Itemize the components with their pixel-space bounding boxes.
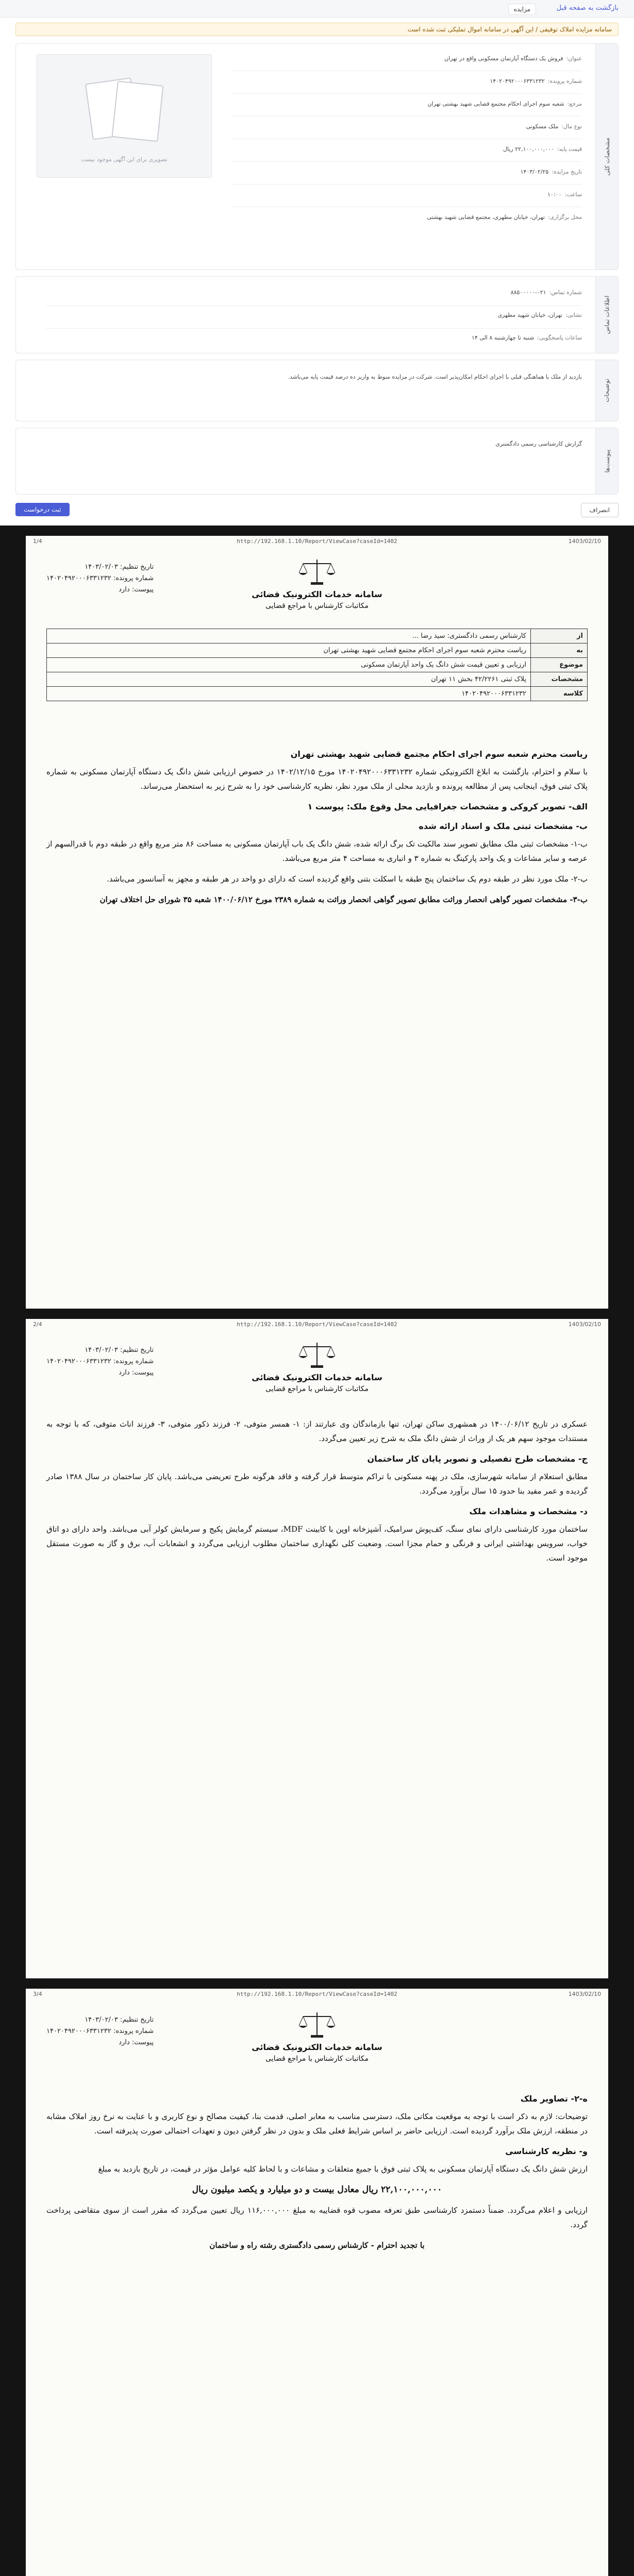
field-case-number: شماره پرونده:۱۴۰۲۰۴۹۲۰۰۰۶۳۳۱۲۳۲ <box>490 78 582 84</box>
field-address: نشانی:تهران، خیابان شهید مطهری <box>497 312 582 318</box>
field-hours: ساعات پاسخگویی:شنبه تا چهارشنبه ۸ الی ۱۴ <box>471 334 582 341</box>
top-navbar <box>0 0 634 18</box>
attachment-item[interactable]: گزارش کارشناسی رسمی دادگستری <box>495 440 582 447</box>
scales-of-justice-icon <box>294 1340 340 1370</box>
org-subtitle: مکاتبات کارشناس با مراجع قضایی <box>265 1385 369 1393</box>
description-text: بازدید از ملک با هماهنگی قبلی با اجرای احکام امکان‌پذیر است. شرکت در مزایده منوط به واریز ده درصد قیمت پایه می‌باشد. <box>288 374 582 380</box>
submit-button[interactable]: ثبت درخواست <box>15 503 70 516</box>
back-link[interactable]: بازگشت به صفحه قبل <box>556 4 619 12</box>
document-meta: تاریخ تنظیم: ۱۴۰۳/۰۲/۰۳ شماره پرونده: ۱۴۰۲۰۴۹۲۰۰۰۶۳۳۱۲۳۲ پیوست: دارد <box>46 563 154 594</box>
category-tag[interactable]: مزایده <box>508 4 536 15</box>
contact-card <box>15 276 619 353</box>
org-name: سامانه خدمات الکترونیک قضائی <box>252 2042 382 2052</box>
attachments-card <box>15 428 619 495</box>
org-name: سامانه خدمات الکترونیک قضائی <box>252 589 382 599</box>
field-phone: شماره تماس:۰۲۱-۸۸۵۰۰۰۰۰ <box>510 289 582 296</box>
field-asset-type: نوع مال:ملک مسکونی <box>526 123 582 130</box>
field-auction-time: ساعت:۱۰:۰۰ <box>547 191 582 198</box>
org-name: سامانه خدمات الکترونیک قضائی <box>252 1372 382 1382</box>
report-page-3: http://192.168.1.10/Report/ViewCase?caseId=1402 1403/02/10 3/4 سامانه خدمات الکترونیک قضائی مکاتبات کارشناس با مراجع قضایی تاریخ تنظیم: ۱۴۰۳/۰۲/۰۳ شماره پرونده: ۱۴۰۲۰۴۹۲۰۰۰۶۳۳۱۲۳۲ پیوست: دارد ه-۲- تصاویر ملک توضیحات: لازم به ذکر است با توجه به موقعیت مکانی ملک، دسترسی مناسب به معابر اصلی، قدمت بنا، کیفیت مصالح و نوع کاربری و با عنایت به نرخ روز املاک مشابه در منطقه، ارزش ملک برآورد گردیده است. ارزیابی حاضر بر اساس شرایط فعلی ملک و بدون در نظر گرفتن دیون و تعهدات احتمالی صورت پذیرفته است. و- نظریه کارشناسی ارزش شش دانگ یک دستگاه آپارتمان مسکونی به پلاک ثبتی فوق با جمیع متعلقات و مشاعات و با لحاظ کلیه عوامل مؤثر در قیمت، در تاریخ بازدید به مبلغ ۲۲,۱۰۰,۰۰۰,۰۰۰ ریال معادل بیست و دو میلیارد و یکصد میلیون ریال ارزیابی و اعلام می‌گردد. ضمناً دستمزد کارشناسی طبق تعرفه مصوب قوه قضاییه به مبلغ ۱۱۶,۰۰۰,۰۰۰ ریال تعیین می‌گردد که مقرر است از سوی متقاضی پرداخت گردد. با تجدید احترام - کارشناس رسمی دادگستری رشته راه و ساختمان <box>26 1989 608 2576</box>
org-subtitle: مکاتبات کارشناس با مراجع قضایی <box>265 2055 369 2063</box>
header-table: از کارشناس رسمی دادگستری: سید رضا ... به ریاست محترم شعبه سوم اجرای احکام مجتمع قضایی شهید بهشتی تهران موضوع ارزیابی و تعیین قیمت شش دانگ یک واحد آپارتمان مسکونی مشخصات پلاک ثبتی ۴۲/۲۲۶۱ بخش ۱۱ تهران کلاسه ۱۴۰۲۰۴۹۲۰۰۰۶۳۳۱۲۳۲ <box>46 629 588 701</box>
cancel-button[interactable]: انصراف <box>581 503 619 517</box>
field-base-price: قیمت پایه:۲۲,۱۰۰,۰۰۰,۰۰۰ ریال <box>503 146 582 152</box>
notice-banner: سامانه مزایده املاک توقیفی / این آگهی در سامانه اموال تملیکی ثبت شده است <box>15 23 619 36</box>
document-meta: تاریخ تنظیم: ۱۴۰۳/۰۲/۰۳ شماره پرونده: ۱۴۰۲۰۴۹۲۰۰۰۶۳۳۱۲۳۲ پیوست: دارد <box>46 2016 154 2046</box>
report-page-2: http://192.168.1.10/Report/ViewCase?caseId=1402 1403/02/10 2/4 سامانه خدمات الکترونیک قضائی مکاتبات کارشناس با مراجع قضایی تاریخ تنظیم: ۱۴۰۳/۰۲/۰۳ شماره پرونده: ۱۴۰۲۰۴۹۲۰۰۰۶۳۳۱۲۳۲ پیوست: دارد عسکری در تاریخ ۱۴۰۰/۰۶/۱۲ در همشهری ساکن تهران، تنها بازماندگان وی عبارتند از: ۱- همسر متوفی، ۲- فرزند ذکور متوفی، ۳- فرزند اناث متوفی، که با توجه به مستندات موجود سهم هر یک از وراث از شش دانگ ملک به شرح زیر تعیین می‌گردد. ج- مشخصات طرح تفصیلی و تصویر پایان کار ساختمان مطابق استعلام از سامانه شهرسازی، ملک در پهنه مسکونی با تراکم متوسط قرار گرفته و فاقد هرگونه طرح تعریضی می‌باشد. پایان کار ساختمان در سال ۱۳۸۸ صادر گردیده و عمر مفید بنا حدود ۱۵ سال برآورد می‌گردد. د- مشخصات و مشاهدات ملک ساختمان مورد کارشناسی دارای نمای سنگ، کف‌پوش سرامیک، آشپزخانه اوپن با کابینت MDF، سیستم گرمایش پکیج و سرمایش کولر آبی می‌باشد. واحد دارای دو اتاق خواب، سرویس بهداشتی ایرانی و فرنگی و حمام مجزا است. وضعیت کلی نگهداری ساختمان مطلوب ارزیابی می‌گردد و انشعابات آب، برق و گاز به صورت مستقل موجود است. <box>26 1319 608 1978</box>
section-label: اطلاعات تماس <box>595 277 618 353</box>
scanned-report <box>0 526 634 2576</box>
report-page-1: http://192.168.1.10/Report/ViewCase?caseId=1402 1403/02/10 1/4 سامانه خدمات الکترونیک قضائی مکاتبات کارشناس با مراجع قضایی تاریخ تنظیم: ۱۴۰۳/۰۲/۰۳ شماره پرونده: ۱۴۰۲۰۴۹۲۰۰۰۶۳۳۱۲۳۲ پیوست: دارد از کارشناس رسمی دادگستری: سید رضا ... به ریاست محترم شعبه سوم اجرای احکام مجتمع قضایی شهید بهشتی تهران موضوع ارزیابی و تعیین قیمت شش دانگ یک واحد آپارتمان مسکونی مشخصات پلاک ثبتی ۴۲/۲۲۶۱ بخش ۱۱ تهران کلاسه ۱۴۰۲۰۴۹۲۰۰۰۶۳۳۱۲۳۲ ریاست محترم شعبه سوم اجرای احکام مجتمع قضایی شهید بهشتی تهران با سلام و احترام، بازگشت به ابلاغ الکترونیکی شماره ۱۴۰۲۰۴۹۲۰۰۰۶۳۳۱۲۳۲ مورخ ۱۴۰۲/۱۲/۱۵ در خصوص ارزیابی شش دانگ یک دستگاه آپارتمان مسکونی به شماره پلاک ثبتی فوق، اینجانب پس از مطالعه پرونده و بازدید محلی از ملک مورد نظر، نظریه کارشناسی خود را به شرح زیر به استحضار می‌رساند. الف- تصویر کروکی و مشخصات جغرافیایی محل وقوع ملک: پیوست ۱ ب- مشخصات ثبتی ملک و اسناد ارائه شده ب-۱- مشخصات ثبتی ملک مطابق تصویر سند مالکیت تک برگ ارائه شده، شش دانگ یک باب آپارتمان مسکونی به مساحت ۸۶ متر مربع واقع در طبقه دوم با قدرالسهم از عرصه و سایر مشاعات و یک واحد پارکینگ به شماره ۳ و انباری به مساحت ۴ متر مربع می‌باشد. ب-۲- ملک مورد نظر در طبقه دوم یک ساختمان پنج طبقه با اسکلت بتنی واقع گردیده است که دارای دو واحد در هر طبقه و مجهز به آسانسور می‌باشد. ب-۳- مشخصات تصویر گواهی انحصار وراثت مطابق تصویر گواهی انحصار وراثت به شماره ۲۳۸۹ مورخ ۱۴۰۰/۰۶/۱۲ شعبه ۳۵ شورای حل اختلاف تهران <box>26 536 608 1309</box>
section-label: پیوست‌ها <box>595 428 618 494</box>
section-label: مشخصات کلی <box>595 44 618 269</box>
field-title: عنوان:فروش یک دستگاه آپارتمان مسکونی واقع در تهران <box>444 55 582 62</box>
field-auction-date: تاریخ مزایده:۱۴۰۳/۰۲/۲۵ <box>520 168 582 175</box>
page-2-body: عسکری در تاریخ ۱۴۰۰/۰۶/۱۲ در همشهری ساکن تهران، تنها بازماندگان وی عبارتند از: ۱- همسر متوفی، ۲- فرزند ذکور متوفی، ۳- فرزند اناث متوفی، که با توجه به مستندات موجود سهم هر یک از وراث از شش دانگ ملک به شرح زیر تعیین می‌گردد. ج- مشخصات طرح تفصیلی و تصویر پایان کار ساختمان مطابق استعلام از سامانه شهرسازی، ملک در پهنه مسکونی با تراکم متوسط قرار گرفته و فاقد هرگونه طرح تعریضی می‌باشد. پایان کار ساختمان در سال ۱۳۸۸ صادر گردیده و عمر مفید بنا حدود ۱۵ سال برآورد می‌گردد. د- مشخصات و مشاهدات ملک ساختمان مورد کارشناسی دارای نمای سنگ، کف‌پوش سرامیک، آشپزخانه اوپن با کابینت MDF، سیستم گرمایش پکیج و سرمایش کولر آبی می‌باشد. واحد دارای دو اتاق خواب، سرویس بهداشتی ایرانی و فرنگی و حمام مجزا است. وضعیت کلی نگهداری ساختمان مطلوب ارزیابی می‌گردد و انشعابات آب، برق و گاز به صورت مستقل موجود است. <box>46 1419 588 1563</box>
document-meta: تاریخ تنظیم: ۱۴۰۳/۰۲/۰۳ شماره پرونده: ۱۴۰۲۰۴۹۲۰۰۰۶۳۳۱۲۳۲ پیوست: دارد <box>46 1346 154 1377</box>
scales-of-justice-icon <box>294 2009 340 2040</box>
field-location: محل برگزاری:تهران، خیابان مطهری، مجتمع قضایی شهید بهشتی <box>427 214 582 221</box>
general-info-card <box>15 43 619 270</box>
field-authority: مرجع:شعبه سوم اجرای احکام مجتمع قضایی شهید بهشتی تهران <box>427 100 582 107</box>
scales-of-justice-icon <box>294 556 340 587</box>
page-3-body: ه-۲- تصاویر ملک توضیحات: لازم به ذکر است با توجه به موقعیت مکانی ملک، دسترسی مناسب به معابر اصلی، قدمت بنا، کیفیت مصالح و نوع کاربری و با عنایت به نرخ روز املاک مشابه در منطقه، ارزش ملک برآورد گردیده است. ارزیابی حاضر بر اساس شرایط فعلی ملک و بدون در نظر گرفتن دیون و تعهدات احتمالی صورت پذیرفته است. و- نظریه کارشناسی ارزش شش دانگ یک دستگاه آپارتمان مسکونی به پلاک ثبتی فوق با جمیع متعلقات و مشاعات و با لحاظ کلیه عوامل مؤثر در قیمت، در تاریخ بازدید به مبلغ ۲۲,۱۰۰,۰۰۰,۰۰۰ ریال معادل بیست و دو میلیارد و یکصد میلیون ریال ارزیابی و اعلام می‌گردد. ضمناً دستمزد کارشناسی طبق تعرفه مصوب قوه قضاییه به مبلغ ۱۱۶,۰۰۰,۰۰۰ ریال تعیین می‌گردد که مقرر است از سوی متقاضی پرداخت گردد. با تجدید احترام - کارشناس رسمی دادگستری رشته راه و ساختمان <box>46 2094 588 2250</box>
valuation-amount: ۲۲,۱۰۰,۰۰۰,۰۰۰ ریال معادل بیست و دو میلیارد و یکصد میلیون ریال <box>192 2184 442 2195</box>
description-card <box>15 360 619 421</box>
listing-image-placeholder: تصویری برای این آگهی موجود نیست <box>37 54 212 178</box>
page-1-body: ریاست محترم شعبه سوم اجرای احکام مجتمع قضایی شهید بهشتی تهران با سلام و احترام، بازگشت به ابلاغ الکترونیکی شماره ۱۴۰۲۰۴۹۲۰۰۰۶۳۳۱۲۳۲ مورخ ۱۴۰۲/۱۲/۱۵ در خصوص ارزیابی شش دانگ یک دستگاه آپارتمان مسکونی به شماره پلاک ثبتی فوق، اینجانب پس از مطالعه پرونده و بازدید محلی از ملک مورد نظر، نظریه کارشناسی خود را به شرح زیر به استحضار می‌رساند. الف- تصویر کروکی و مشخصات جغرافیایی محل وقوع ملک: پیوست ۱ ب- مشخصات ثبتی ملک و اسناد ارائه شده ب-۱- مشخصات ثبتی ملک مطابق تصویر سند مالکیت تک برگ ارائه شده، شش دانگ یک باب آپارتمان مسکونی به مساحت ۸۶ متر مربع واقع در طبقه دوم با قدرالسهم از عرصه و سایر مشاعات و یک واحد پارکینگ به شماره ۳ و انباری به مساحت ۴ متر مربع می‌باشد. ب-۲- ملک مورد نظر در طبقه دوم یک ساختمان پنج طبقه با اسکلت بتنی واقع گردیده است که دارای دو واحد در هر طبقه و مجهز به آسانسور می‌باشد. ب-۳- مشخصات تصویر گواهی انحصار وراثت مطابق تصویر گواهی انحصار وراثت به شماره ۲۳۸۹ مورخ ۱۴۰۰/۰۶/۱۲ شعبه ۳۵ شورای حل اختلاف تهران <box>46 749 588 904</box>
org-subtitle: مکاتبات کارشناس با مراجع قضایی <box>265 602 369 610</box>
section-label: توضیحات <box>595 360 618 421</box>
